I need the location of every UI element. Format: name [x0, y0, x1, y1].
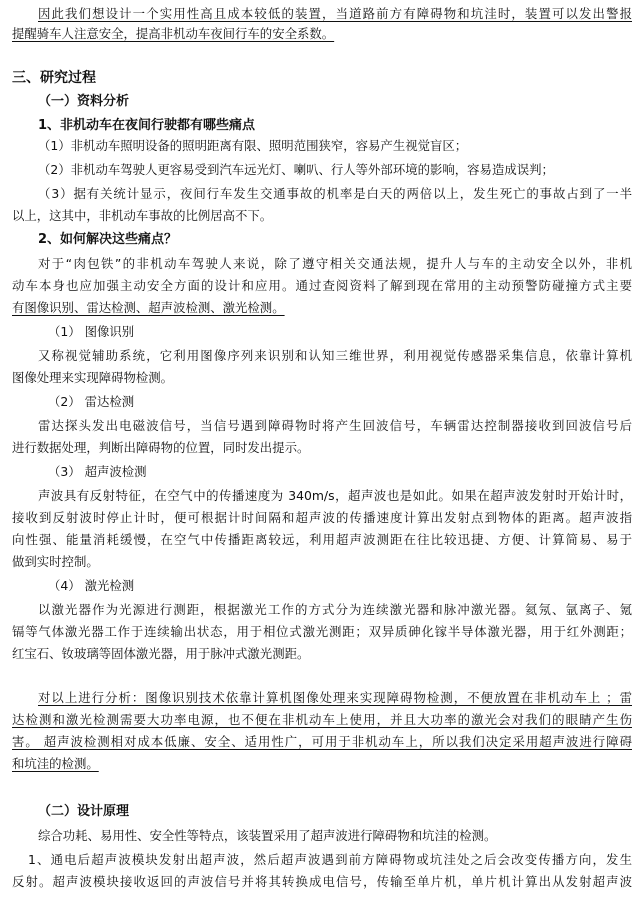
question-heading-2: 2、如何解决这些痛点？ — [38, 232, 178, 247]
intro-line-2: 提醒骑车人注意安全，提高非机动车夜间行车的安全系数。 — [12, 26, 335, 41]
pain-point-item: （2）非机动车驾驶人更容易受到汽车远光灯、喇叭、行人等外部环境的影响，容易造成误判； — [38, 162, 554, 177]
method-text: 红宝石、钕玻璃等固体激光器，用于脉冲式激光测距。 — [12, 646, 310, 661]
pain-point-item-cont: 以上，这其中，非机动车事故的比例居高不下。 — [12, 208, 273, 223]
paragraph-line: 对于“肉包铁”的非机动车驾驶人来说，除了遵守相关交通法规，提升人与车的主动安全以外，非机 — [38, 256, 632, 271]
method-text: 接收到反射波时停止计时，便可根据计时间隔和超声波的传播速度计算出发射点到物体的距离。超声波指 — [12, 510, 632, 525]
method-text: 镉等气体激光器工作于连续输出状态，用于相位式激光测距；双异质砷化镓半导体激光器，用于红外测距； — [12, 624, 632, 639]
method-text: 声波具有反射特征，在空气中的传播速度为 340m/s，超声波也是如此。如果在超声波发射时开始计时， — [38, 488, 632, 503]
design-text: 1、通电后超声波模块发射出超声波，然后超声波遇到前方障碍物或坑洼处之后会改变传播方向，发生 — [28, 852, 632, 867]
pain-point-item: （3）据有关统计显示，夜间行车发生交通事故的机率是白天的两倍以上，发生死亡的事故占到了一半 — [38, 186, 632, 201]
method-text: 图像处理来实现障碍物检测。 — [12, 370, 174, 385]
subsection-heading-design: （二）设计原理 — [38, 804, 130, 819]
method-title-image: （1） 图像识别 — [48, 324, 135, 339]
method-title-radar: （2） 雷达检测 — [48, 394, 135, 409]
paragraph-line: 有图像识别、雷达检测、超声波检测、激光检测。 — [12, 300, 285, 315]
analysis-line: 和坑洼的检测。 — [12, 756, 99, 771]
design-text: 综合功耗、易用性、安全性等特点，该装置采用了超声波进行障碍物和坑洼的检测。 — [38, 828, 497, 843]
subsection-heading-analysis: （一）资料分析 — [38, 94, 130, 109]
method-text: 以激光器作为光源进行测距，根据激光工作的方式分为连续激光器和脉冲激光器。氦氖、氩离子、氪 — [38, 602, 632, 617]
design-text: 反射。超声波模块接收返回的声波信号并将其转换成电信号，传输至单片机，单片机计算出从发射超声波 — [12, 874, 632, 889]
analysis-line: 达检测和激光检测需要大功率电源，也不便在非机动车上使用，并且大功率的激光会对我们的眼睛产生伤 — [12, 712, 632, 727]
pain-point-item: （1）非机动车照明设备的照明距离有限、照明范围狭窄，容易产生视觉盲区； — [38, 138, 468, 153]
method-title-laser: （4） 激光检测 — [48, 578, 135, 593]
analysis-line: 对以上进行分析：图像识别技术依靠计算机图像处理来实现障碍物检测，不便放置在非机动车上 ；雷 — [38, 690, 632, 705]
method-text: 雷达探头发出电磁波信号，当信号遇到障碍物时将产生回波信号，车辆雷达控制器接收到回波信号后 — [38, 418, 632, 433]
intro-line-1: 因此我们想设计一个实用性高且成本较低的装置，当道路前方有障碍物和坑洼时，装置可以发出警报 — [38, 6, 632, 21]
method-text: 做到实时控制。 — [12, 554, 99, 569]
analysis-line: 害。 超声波检测相对成本低廉、安全、适用性广，可用于非机动车上，所以我们决定采用超声波进行障碍 — [12, 734, 632, 749]
question-heading-1: 1、非机动车在夜间行驶都有哪些痛点 — [38, 118, 256, 133]
method-text: 又称视觉辅助系统，它利用图像序列来识别和认知三维世界，利用视觉传感器采集信息，依靠计算机 — [38, 348, 632, 363]
method-title-ultrasonic: （3） 超声波检测 — [48, 464, 147, 479]
method-text: 进行数据处理，判断出障碍物的位置，同时发出提示。 — [12, 440, 310, 455]
paragraph-line: 动车本身也应加强主动安全方面的设计和应用。通过查阅资料了解到现在常用的主动预警防碰撞方式主要 — [12, 278, 632, 293]
method-text: 向性强、能量消耗缓慢，在空气中传播距离较远，利用超声波测距在往比较迅捷、方便、计算简易、易于 — [12, 532, 632, 547]
section-heading: 三、研究过程 — [12, 70, 96, 86]
